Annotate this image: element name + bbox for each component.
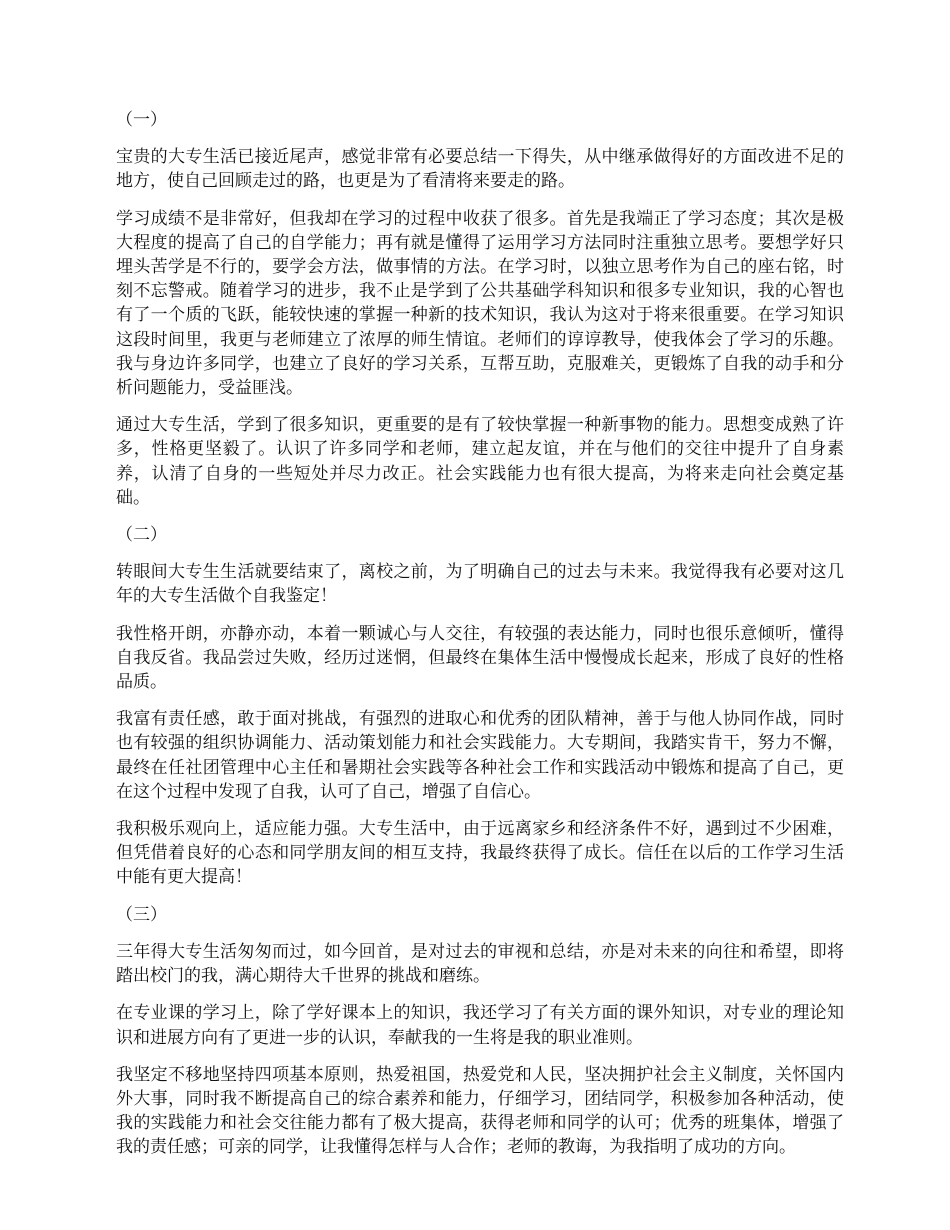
document-page [116,108,844,1173]
paragraph: 我积极乐观向上，适应能力强。大专生活中，由于远离家乡和经济条件不好，遇到过不少困难，但凭借着良好的心态和同学朋友间的相互支持，我最终获得了成长。信任在以后的工作学习生活中能有更大提高！ [116,819,844,888]
section-heading: （一） [116,110,167,130]
paragraph: 通过大专生活，学到了很多知识，更重要的是有了较快掌握一种新事物的能力。思想变成熟了许多，性格更坚毅了。认识了许多同学和老师，建立起友谊，并在与他们的交往中提升了自身素养，认清了自身的一些短处并尽力改正。社会实践能力也有很大提高，为将来走向社会奠定基础。 [116,415,844,508]
paragraph: 学习成绩不是非常好，但我却在学习的过程中收获了很多。首先是我端正了学习态度；其次是极大程度的提高了自己的自学能力；再有就是懂得了运用学习方法同时注重独立思考。要想学好只埋头苦学是不行的，要学会方法，做事情的方法。在学习时，以独立思考作为自己的座右铭，时刻不忘警戒。随着学习的进步，我不止是学到了公共基础学科知识和很多专业知识，我的心智也有了一个质的飞跃，能较快速的掌握一种新的技术知识，我认为这对于将来很重要。在学习知识这段时间里，我更与老师建立了浓厚的师生情谊。老师们的谆谆教导，使我体会了学习的乐趣。我与身边许多同学，也建立了良好的学习关系，互帮互助，克服难关，更锻炼了自我的动手和分析问题能力，受益匪浅。 [116,208,844,399]
section-heading: （二） [116,525,167,546]
section-1 [116,108,844,510]
paragraph: 我性格开朗，亦静亦动，本着一颗诚心与人交往，有较强的表达能力，同时也很乐意倾听，懂得自我反省。我品尝过失败，经历过迷惘，但最终在集体生活中慢慢成长起来，形成了良好的性格品质。 [116,623,844,693]
section-heading: （三） [116,904,167,925]
paragraph: 宝贵的大专生活已接近尾声，感觉非常有必要总结一下得失，从中继承做得好的方面改进不足的地方，使自己回顾走过的路，也更是为了看清将来要走的路。 [116,147,844,192]
section-3 [116,903,844,1160]
paragraph: 在专业课的学习上，除了学好课本上的知识，我还学习了有关方面的课外知识，对专业的理论知识和进展方向有了更进一步的认识，奉献我的一生将是我的职业准则。 [116,1003,844,1048]
paragraph: 三年得大专生活匆匆而过，如今回首，是对过去的审视和总结，亦是对未来的向往和希望，即将踏出校门的我，满心期待大千世界的挑战和磨练。 [116,941,844,987]
paragraph: 我富有责任感，敢于面对挑战，有强烈的进取心和优秀的团队精神，善于与他人协同作战，同时也有较强的组织协调能力、活动策划能力和社会实践能力。大专期间，我踏实肯干，努力不懈，最终在任社团管理中心主任和暑期社会实践等各种社会工作和实践活动中锻炼和提高了自己，更在这个过程中发现了自我，认可了自己，增强了自信心。 [116,709,844,802]
paragraph: 转眼间大专生生活就要结束了，离校之前，为了明确自己的过去与未来。我觉得我有必要对这几年的大专生活做个自我鉴定！ [116,562,844,607]
section-2 [116,523,844,890]
paragraph: 我坚定不移地坚持四项基本原则，热爱祖国，热爱党和人民，坚决拥护社会主义制度，关怀国内外大事，同时我不断提高自己的综合素养和能力，仔细学习，团结同学，积极参加各种活动，使我的实践能力和社会交往能力都有了极大提高，获得老师和同学的认可；优秀的班集体，增强了我的责任感；可亲的同学，让我懂得怎样与人合作；老师的教诲，为我指明了成功的方向。 [116,1064,844,1158]
